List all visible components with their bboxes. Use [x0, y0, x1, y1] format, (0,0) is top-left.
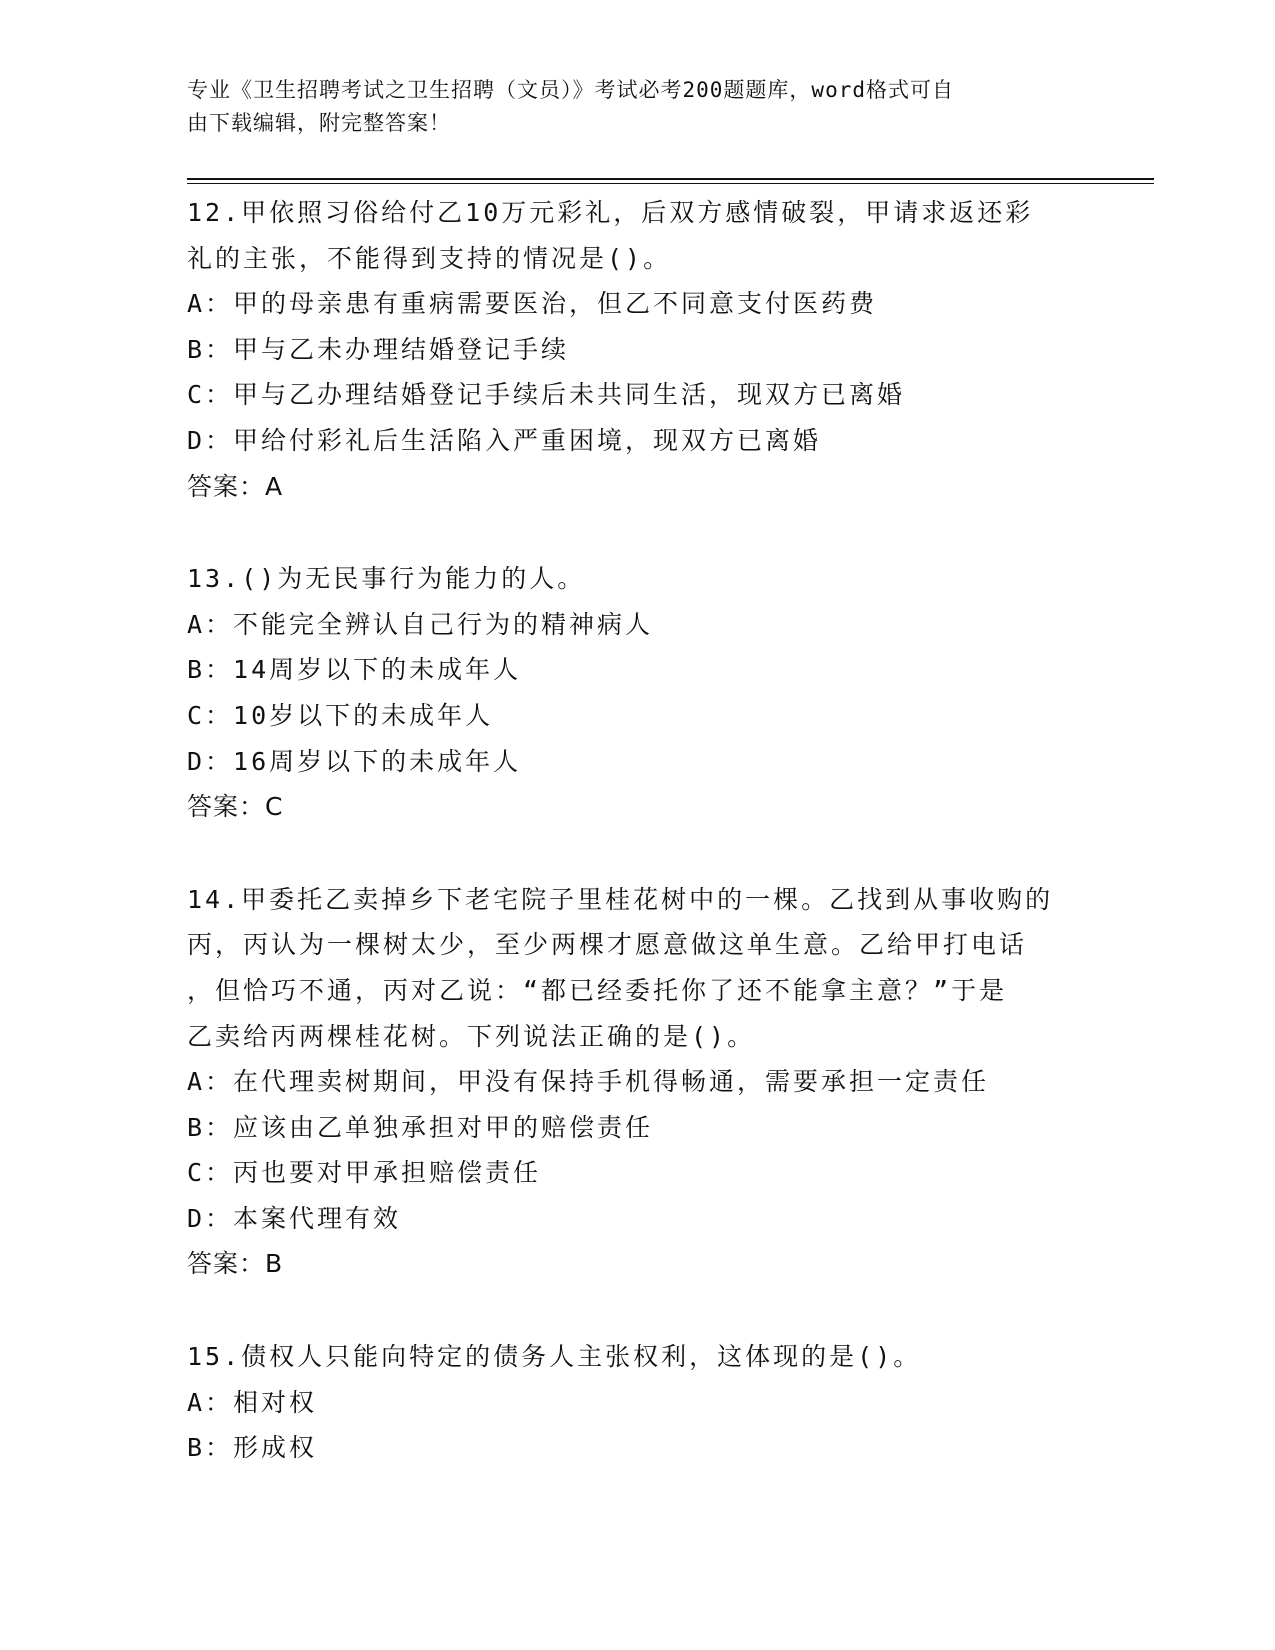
question-stem-line: ，但恰巧不通，丙对乙说：“都已经委托你了还不能拿主意？”于是 [187, 975, 1008, 1005]
option-a: A：在代理卖树期间，甲没有保持手机得畅通，需要承担一定责任 [187, 1067, 990, 1097]
option-d: D：本案代理有效 [187, 1203, 402, 1233]
document-header [187, 74, 1067, 140]
option-b: B：14周岁以下的未成年人 [187, 655, 522, 685]
option-a: A：甲的母亲患有重病需要医治，但乙不同意支付医药费 [187, 289, 878, 319]
option-a: A：相对权 [187, 1387, 318, 1417]
option-b: B：形成权 [187, 1433, 318, 1463]
option-c: C：10岁以下的未成年人 [187, 700, 494, 730]
answer-line: 答案：C [187, 792, 284, 822]
answer-line: 答案：A [187, 471, 284, 501]
question-12 [187, 190, 1087, 509]
question-14 [187, 877, 1087, 1287]
question-15 [187, 1334, 1087, 1471]
option-b: B：甲与乙未办理结婚登记手续 [187, 334, 570, 364]
option-c: C：丙也要对甲承担赔偿责任 [187, 1158, 542, 1188]
header-line-2: 由下载编辑，附完整答案！ [187, 111, 451, 135]
question-stem-line: 丙，丙认为一棵树太少，至少两棵才愿意做这单生意。乙给甲打电话 [187, 930, 1028, 960]
answer-line: 答案：B [187, 1249, 284, 1279]
question-list [187, 190, 1087, 1518]
header-line-1: 专业《卫生招聘考试之卫生招聘（文员）》考试必考200题题库，word格式可自 [187, 78, 954, 102]
header-rule-thick [187, 178, 1154, 180]
option-b: B：应该由乙单独承担对甲的赔偿责任 [187, 1112, 654, 1142]
question-13 [187, 556, 1087, 830]
question-stem-line: 14.甲委托乙卖掉乡下老宅院子里桂花树中的一棵。乙找到从事收购的 [187, 884, 1054, 914]
question-stem-line: 15.债权人只能向特定的债务人主张权利，这体现的是()。 [187, 1342, 922, 1372]
question-stem-line: 礼的主张，不能得到支持的情况是()。 [187, 243, 672, 273]
question-stem-line: 乙卖给丙两棵桂花树。下列说法正确的是()。 [187, 1021, 756, 1051]
question-stem-line: 13.()为无民事行为能力的人。 [187, 564, 586, 594]
option-d: D：16周岁以下的未成年人 [187, 746, 522, 776]
option-c: C：甲与乙办理结婚登记手续后未共同生活，现双方已离婚 [187, 380, 906, 410]
header-rule-thin [187, 183, 1154, 184]
option-a: A：不能完全辨认自己行为的精神病人 [187, 609, 654, 639]
question-stem-line: 12.甲依照习俗给付乙10万元彩礼，后双方感情破裂，甲请求返还彩 [187, 198, 1034, 227]
option-d: D：甲给付彩礼后生活陷入严重困境，现双方已离婚 [187, 425, 822, 455]
